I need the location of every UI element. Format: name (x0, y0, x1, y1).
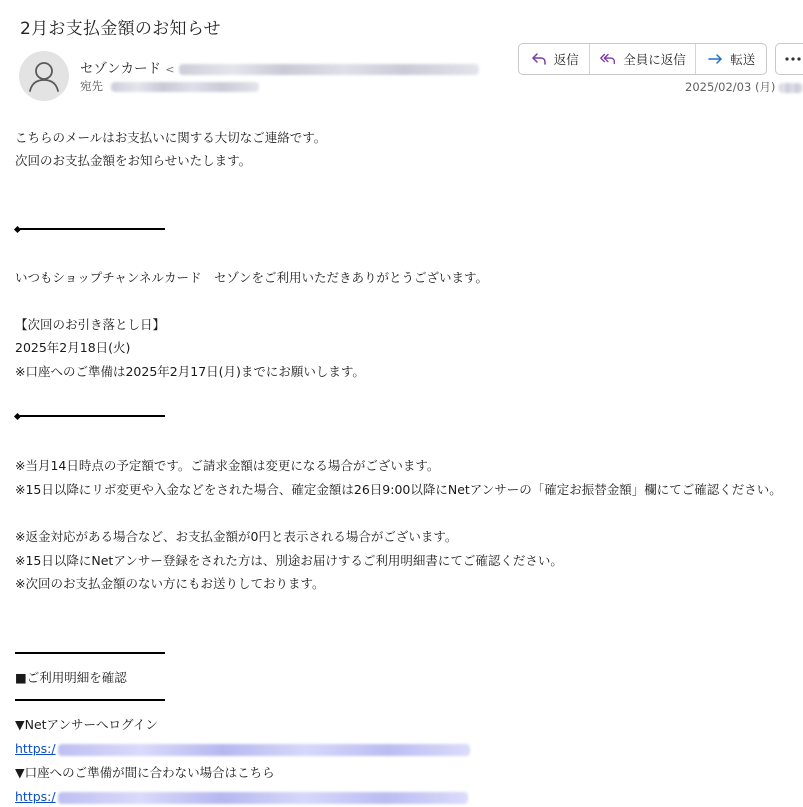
detail-heading: ■ご利用明細を確認 (15, 670, 127, 685)
link-prefix: https:/ (15, 789, 56, 804)
note-line: ※15日以降にリボ変更や入金などをされた場合、確定金額は26日9:00以降にNetアンサーの「確定お振替金額」欄にてご確認ください。 (15, 482, 782, 497)
link-url-redacted (58, 792, 468, 804)
more-actions-button[interactable] (775, 43, 803, 75)
due-date: 2025年2月18日(火) (15, 340, 131, 355)
person-icon (19, 51, 69, 101)
reply-icon (530, 50, 548, 68)
due-note: ※口座へのご準備は2025年2月17日(月)までにお願いします。 (15, 364, 365, 379)
sender-avatar (19, 51, 69, 101)
received-date (685, 79, 803, 95)
email-subject: 2月お支払金額のお知らせ (20, 19, 221, 39)
sender-name: セゾンカード (80, 61, 161, 77)
link-text[interactable] (15, 789, 468, 804)
reply-label: 返信 (553, 52, 579, 67)
recipient-redacted (111, 82, 259, 92)
login-label: ▼Netアンサーへログイン (15, 717, 158, 732)
reply-all-label: 全員に返信 (623, 52, 686, 67)
reply-button[interactable] (519, 44, 590, 74)
time-redacted (779, 83, 803, 93)
sender-address-redacted (179, 64, 479, 75)
greeting-line: いつもショップチャンネルカード セゾンをご利用いただきありがとうございます。 (15, 270, 489, 285)
section-divider (15, 652, 165, 654)
note-line: ※当月14日時点の予定額です。ご請求金額は変更になる場合がございます。 (15, 458, 440, 473)
section-divider (20, 228, 165, 230)
forward-label: 転送 (730, 52, 756, 67)
note-line: ※15日以降にNetアンサー登録をされた方は、別途お届けするご利用明細書にてご確認ください。 (15, 553, 563, 568)
more-icon (784, 56, 802, 62)
intro-line-1: こちらのメールはお支払いに関する大切なご連絡です。 (15, 130, 327, 145)
to-label: 宛先 (80, 79, 103, 93)
reply-actions-group (518, 43, 767, 75)
sender-line (80, 57, 479, 77)
link-url-redacted (58, 744, 470, 756)
forward-button[interactable] (696, 44, 766, 74)
link-text[interactable] (15, 741, 470, 756)
forward-icon (706, 50, 724, 68)
section-divider (15, 699, 165, 701)
sender-address-bracket: < (165, 63, 175, 76)
note-line: ※次回のお支払金額のない方にもお送りしております。 (15, 576, 325, 591)
link-prefix: https:/ (15, 741, 56, 756)
recipient-line (80, 78, 259, 94)
reply-all-button[interactable] (590, 44, 695, 74)
date-text: 2025/02/03 (月) (685, 80, 776, 94)
intro-line-2: 次回のお支払金額をお知らせいたします。 (15, 153, 252, 168)
note-line: ※返金対応がある場合など、お支払金額が0円と表示される場合がございます。 (15, 529, 458, 544)
due-heading: 【次回のお引き落とし日】 (15, 317, 166, 332)
shortfall-link[interactable] (15, 785, 468, 807)
section-divider (20, 415, 165, 417)
netanswer-login-link[interactable] (15, 737, 470, 761)
reply-all-icon (599, 50, 617, 68)
shortfall-label: ▼口座へのご準備が間に合わない場合はこちら (15, 765, 275, 780)
